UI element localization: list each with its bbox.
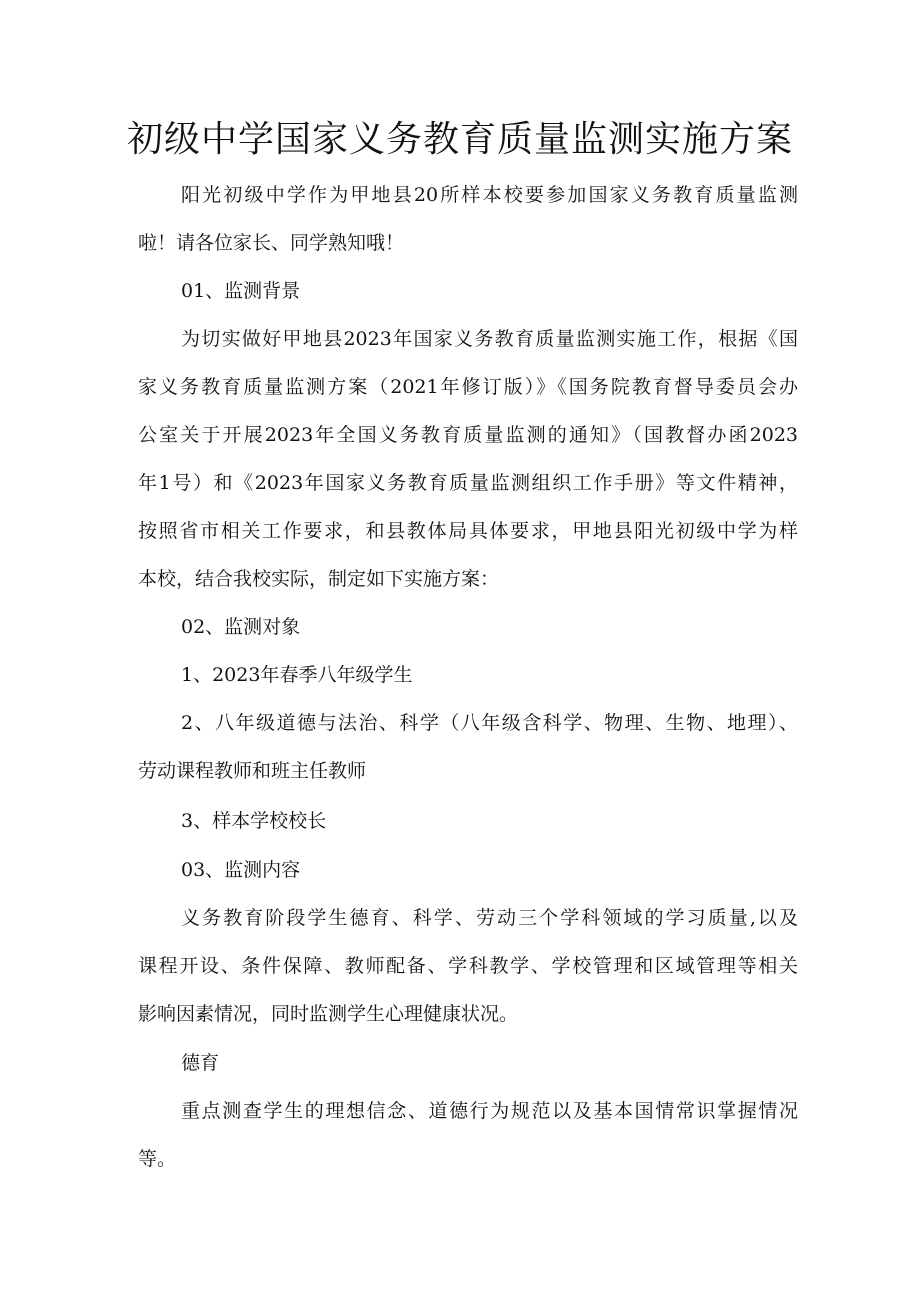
- section-heading-background: 01、监测背景: [181, 280, 301, 302]
- target-item-2-line-2: 劳动课程教师和班主任教师: [138, 760, 367, 782]
- intro-line-2: 啦！请各位家长、同学熟知哦！: [138, 232, 405, 254]
- section-heading-content: 03、监测内容: [181, 859, 301, 881]
- intro-line-1: 阳光初级中学作为甲地县20所样本校要参加国家义务教育质量监测: [181, 184, 798, 206]
- section-heading-targets: 02、监测对象: [181, 616, 301, 638]
- background-line-2: 家义务教育质量监测方案（2021年修订版）》《国务院教育督导委员会办: [138, 376, 798, 398]
- content-line-3: 影响因素情况，同时监测学生心理健康状况。: [138, 1003, 519, 1025]
- subheading-moral: 德育: [181, 1052, 220, 1074]
- target-item-1: 1、2023年春季八年级学生: [181, 664, 413, 686]
- background-line-4: 年1号）和《2023年国家义务教育质量监测组织工作手册》等文件精神，: [138, 472, 798, 494]
- background-line-6: 本校，结合我校实际，制定如下实施方案：: [138, 568, 500, 590]
- background-line-5: 按照省市相关工作要求，和县教体局具体要求，甲地县阳光初级中学为样: [138, 520, 798, 542]
- target-item-2-line-1: 2、八年级道德与法治、科学（八年级含科学、物理、生物、地理）、: [181, 712, 798, 734]
- document-title: 初级中学国家义务教育质量监测实施方案: [126, 119, 793, 160]
- background-line-1: 为切实做好甲地县2023年国家义务教育质量监测实施工作，根据《国: [181, 328, 798, 350]
- target-item-3: 3、样本学校校长: [181, 810, 327, 832]
- background-line-3: 公室关于开展2023年全国义务教育质量监测的通知》（国教督办函2023: [138, 424, 798, 446]
- moral-line-2: 等。: [138, 1148, 177, 1170]
- content-line-2: 课程开设、条件保障、教师配备、学科教学、学校管理和区域管理等相关: [138, 955, 798, 977]
- content-line-1: 义务教育阶段学生德育、科学、劳动三个学科领域的学习质量,以及: [181, 907, 798, 929]
- moral-line-1: 重点测查学生的理想信念、道德行为规范以及基本国情常识掌握情况: [181, 1100, 798, 1122]
